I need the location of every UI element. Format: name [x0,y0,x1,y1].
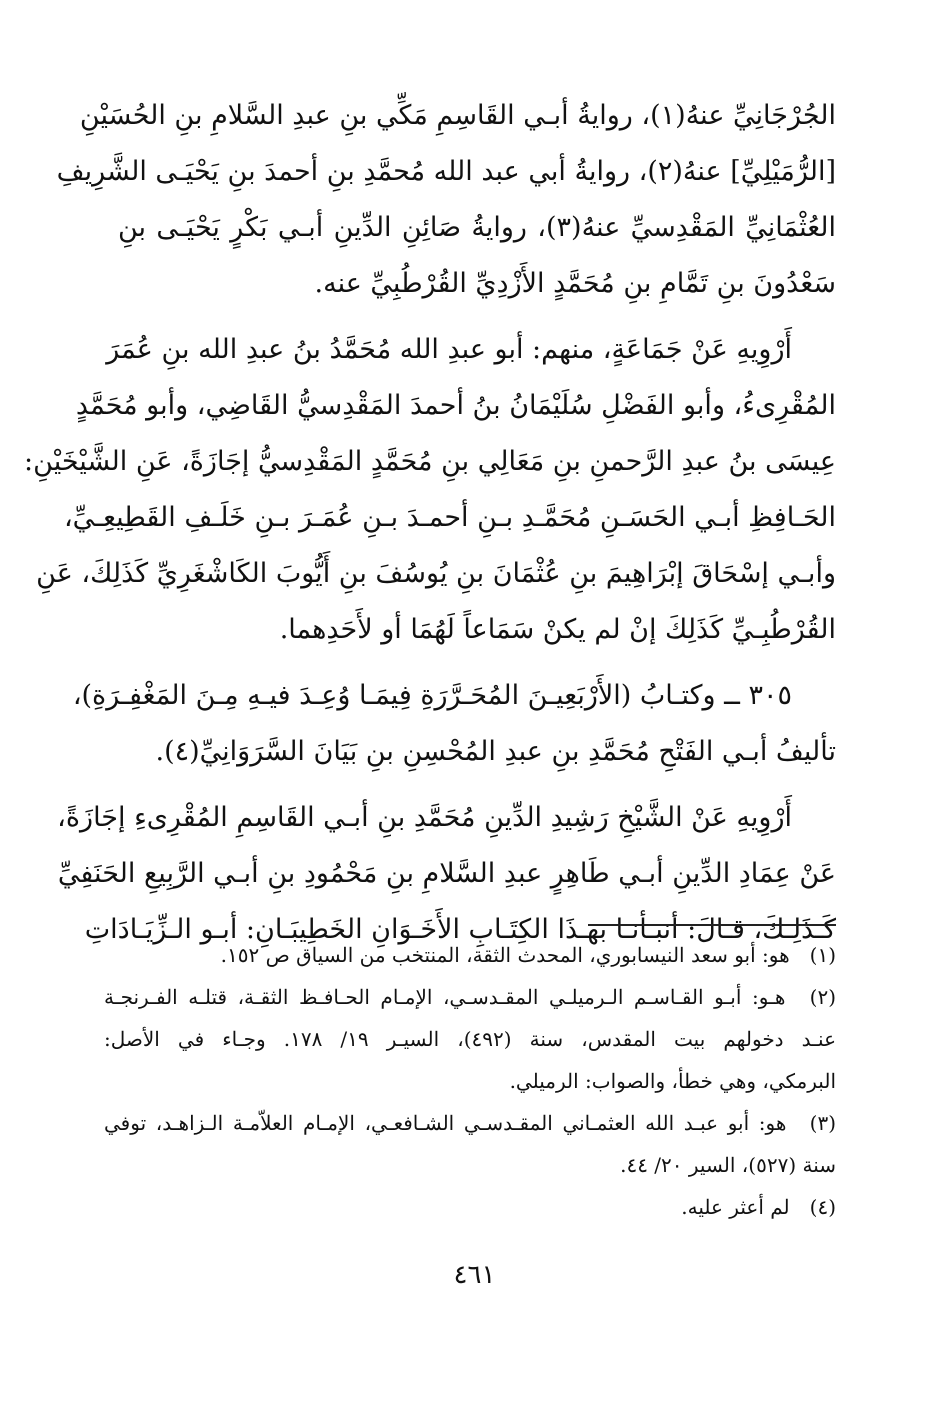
text-line: المُقْرِىءُ، وأبو الفَضْلِ سُلَيْمَانُ بنُ أحمدَ المَقْدِسيُّ القَاضِي، وأبو مُحَمَّدٍ [75,390,836,421]
text-line: تأليفُ أبـي الفَتْحِ مُحَمَّدِ بنِ عبدِ المُحْسِنِ بنِ بَيَانَ السَّرَوَانِيِّ(٤). [155,736,836,767]
footnote-line [104,1102,836,1144]
footnote-text: لم أعثر عليه. [681,1195,790,1219]
footnote-number: (٤) [809,1195,836,1219]
text-line: ٣٠٥ ــ وكتـابُ (الأَرْبَعِيـنَ المُحَـرَّرَةِ فِيمَـا وُعِـدَ فيـهِ مِـنَ المَغْفِـرَةِ)، [72,680,792,711]
page-number: ٤٦١ [453,1260,496,1290]
footnote-line: سنة (٥٢٧)، السير ٢٠/ ٤٤. [620,1153,836,1177]
footnote-line: البرمكي، وهي خطأ، والصواب: الرميلي. [509,1069,836,1093]
footnote-number: (١) [809,943,836,967]
text-line: [الرُّمَيْلِيِّ] عنهُ(٢)، روايةُ أبي عبد الله مُحمَّدِ بنِ أحمدَ بنِ يَحْيَـى الشَّرِيفِ [56,156,836,187]
text-line: الحَـافِظِ أبـي الحَسَـنِ مُحَمَّـدِ بـنِ أحمـدَ بـنِ عُمَـرَ بـنِ خَلَـفِ القَطِيعِـيِّ، [63,502,836,533]
paragraph-2 [24,322,836,658]
text-line: كَـذَلِـكَ، قـالَ: أنبـأنـا بهـذَا الكِتَـابِ الأَخَـوَانِ الخَطِيبَـانِ: أبـو الـزِّيَـادَاتِ [84,914,836,945]
text-line: عِيسَى بنُ عبدِ الرَّحمنِ بنِ مَعَالِي بنِ مُحَمَّدٍ المَقْدِسيُّ إجَازَةً، عَنِ الشَّيْخَيْنِ: [24,446,836,477]
footnote-2 [104,976,836,1102]
footnotes [104,934,836,1228]
text-line: عَنْ عِمَادِ الدِّينِ أبـي طَاهِرٍ عبدِ السَّلامِ بنِ مَحْمُودِ بنِ أبـي الرَّبِيعِ الحَنَفِيِّ [57,858,836,889]
paragraph-3 [72,668,836,780]
paragraph-4 [57,790,836,958]
footnote-number: (٢) [809,985,836,1009]
footnote-text: هو: أبو سعد النيسابوري، المحدث الثقة، المنتخب من السياق ص ١٥٢. [220,943,790,967]
text-line: سَعْدُونَ بنِ تَمَّامِ بنِ مُحَمَّدٍ الأَزْدِيِّ القُرْطُبِيِّ عنه. [314,268,836,299]
footnote-number: (٣) [809,1111,837,1135]
text-line: وأبـي إسْحَاقَ إبْرَاهِيمَ بنِ عُثْمَانَ بنِ يُوسُفَ بنِ أَيُّوبَ الكَاشْغَرِيِّ كَذَلِكَ، عَنِ [36,558,836,589]
footnote-line [104,976,836,1018]
footnote-line [104,1186,836,1228]
footnote-line [104,934,836,976]
text-line: العُثْمَانِيِّ المَقْدِسيِّ عنهُ(٣)، روايةُ صَائِنِ الدِّينِ أبـي بَكْرٍ يَحْيَـى بنِ [118,212,836,243]
main-text [24,88,836,958]
text-line: أَرْوِيهِ عَنْ جَمَاعَةٍ، منهم: أبو عبدِ الله مُحَمَّدُ بنُ عبدِ الله بنِ عُمَرَ [106,334,792,365]
footnote-4 [104,1186,836,1228]
text-line: الجُرْجَانِيِّ عنهُ(١)، روايةُ أبـي القَاسِمِ مَكِّي بنِ عبدِ السَّلامِ بنِ الحُسَيْنِ [79,100,836,131]
footnote-1 [104,934,836,976]
footnote-text: هـو: أبـو القـاسـم الـرميلـي المقـدسـي، الإمـام الحـافـظ الثقـة، قتلـه الفـرنجـة [104,985,786,1009]
footnote-divider [588,924,836,926]
footnote-3 [104,1102,836,1186]
footnote-line: عنـد دخولهم بيت المقدس، سنة (٤٩٢)، السيـر ١٩/ ١٧٨. وجـاء في الأصل: [104,1027,837,1051]
footnote-text: هو: أبو عبـد الله العثمـاني المقـدسـي الشـافعـي، الإمـام العلاّمـة الـزاهـد، توفي [104,1111,787,1135]
paragraph-1 [56,88,836,312]
text-line: أَرْوِيهِ عَنْ الشَّيْخِ رَشِيدِ الدِّينِ مُحَمَّدِ بنِ أبـي القَاسِمِ المُقْرِىءِ إجَازَةً، [57,802,792,833]
text-line: القُرْطُبِـيِّ كَذَلِكَ إنْ لم يكنْ سَمَاعاً لَهُمَا أو لأَحَدِهما. [279,614,836,645]
